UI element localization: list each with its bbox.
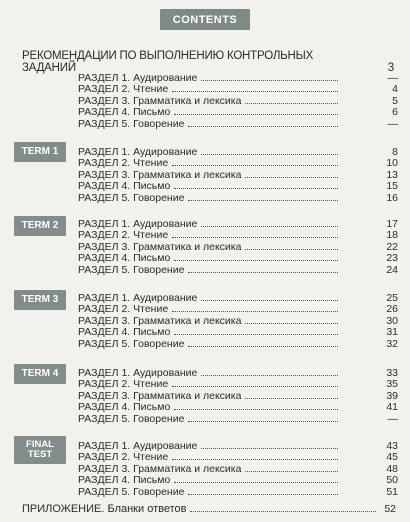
toc-row-page: 10: [386, 157, 398, 170]
toc-row[interactable]: [78, 157, 398, 170]
toc-row[interactable]: [78, 326, 398, 339]
toc-row-page: 4: [392, 83, 398, 96]
dot-leader: [245, 471, 338, 472]
toc-row[interactable]: [78, 389, 398, 402]
toc-row-text: РАЗДЕЛ 2. Чтение: [78, 157, 169, 170]
toc-row-text: РАЗДЕЛ 2. Чтение: [78, 229, 169, 242]
intro-page: 3: [387, 62, 394, 74]
toc-row-page: 30: [386, 314, 398, 327]
intro-entry[interactable]: [22, 50, 394, 74]
toc-row-text: РАЗДЕЛ 2. Чтение: [78, 83, 169, 96]
appendix-text: ПРИЛОЖЕНИЕ. Бланки ответов: [22, 503, 187, 515]
toc-row-page: 31: [386, 326, 398, 339]
dot-leader: [172, 311, 338, 312]
contents-header: [160, 9, 250, 30]
toc-row[interactable]: [78, 292, 398, 304]
toc-row-page: 13: [386, 168, 398, 181]
dot-leader: [245, 177, 338, 178]
dot-leader: [201, 375, 338, 376]
dot-leader: [174, 334, 338, 335]
toc-row-text: РАЗДЕЛ 4. Письмо: [78, 326, 171, 339]
toc-row-text: РАЗДЕЛ 3. Грамматика и лексика: [78, 240, 242, 253]
contents-title: CONTENTS: [172, 13, 238, 26]
section-tab-4: TERM 4: [14, 364, 66, 384]
toc-row-text: РАЗДЕЛ 1. Аудирование: [78, 218, 198, 230]
toc-row-text: РАЗДЕЛ 5. Говорение: [78, 485, 185, 498]
toc-row-page: 45: [386, 451, 398, 464]
appendix-page: 52: [384, 503, 396, 515]
toc-row-text: РАЗДЕЛ 2. Чтение: [78, 451, 169, 464]
dot-leader: [172, 165, 338, 166]
toc-row[interactable]: [78, 83, 398, 96]
toc-row[interactable]: [78, 240, 398, 253]
dot-leader: [188, 126, 338, 127]
dot-leader: [188, 494, 338, 495]
toc-row-page: 8: [392, 146, 398, 158]
toc-row-page: 43: [386, 440, 398, 452]
toc-row-text: РАЗДЕЛ 4. Письмо: [78, 252, 171, 265]
toc-row[interactable]: [78, 263, 398, 276]
toc-row-page: 32: [386, 337, 398, 350]
dot-leader: [172, 237, 338, 238]
toc-row[interactable]: [78, 168, 398, 181]
toc-row-text: РАЗДЕЛ 2. Чтение: [78, 303, 169, 316]
toc-row-page: 51: [386, 485, 398, 498]
toc-row-page: 16: [386, 191, 398, 204]
toc-row-page: 50: [386, 474, 398, 487]
toc-row-page: —: [387, 72, 398, 84]
toc-row[interactable]: [78, 337, 398, 350]
dot-leader: [188, 346, 338, 347]
toc-row[interactable]: [78, 378, 398, 391]
toc-row-page: 24: [386, 263, 398, 276]
dot-leader: [201, 226, 338, 227]
toc-row[interactable]: [78, 218, 398, 230]
section-tab-5: FINAL TEST: [14, 436, 66, 464]
toc-row[interactable]: [78, 106, 398, 119]
dot-leader: [172, 91, 338, 92]
toc-row[interactable]: [78, 146, 398, 158]
toc-row-text: РАЗДЕЛ 3. Грамматика и лексика: [78, 462, 242, 475]
toc-row-text: РАЗДЕЛ 4. Письмо: [78, 106, 171, 119]
toc-row-text: РАЗДЕЛ 1. Аудирование: [78, 367, 198, 379]
dot-leader: [245, 249, 338, 250]
dot-leader: [174, 409, 338, 410]
toc-row[interactable]: [78, 252, 398, 265]
toc-row-page: 35: [386, 378, 398, 391]
toc-row[interactable]: [78, 440, 398, 452]
toc-row-page: 26: [386, 303, 398, 316]
toc-row-text: РАЗДЕЛ 4. Письмо: [78, 474, 171, 487]
dot-leader: [190, 511, 376, 512]
dot-leader: [174, 188, 338, 189]
toc-row[interactable]: [78, 180, 398, 193]
toc-row[interactable]: [78, 485, 398, 498]
toc-row-text: РАЗДЕЛ 1. Аудирование: [78, 72, 198, 84]
toc-row-text: РАЗДЕЛ 5. Говорение: [78, 412, 185, 425]
toc-row-page: 25: [386, 292, 398, 304]
toc-row-text: РАЗДЕЛ 5. Говорение: [78, 337, 185, 350]
section-tab-3: TERM 3: [14, 290, 66, 310]
toc-row[interactable]: [78, 314, 398, 327]
dot-leader: [201, 300, 338, 301]
toc-row-page: 6: [392, 106, 398, 119]
toc-row-text: РАЗДЕЛ 1. Аудирование: [78, 292, 198, 304]
intro-text: РЕКОМЕНДАЦИИ ПО ВЫПОЛНЕНИЮ КОНТРОЛЬНЫХ ЗАДАНИЙ: [22, 50, 314, 74]
toc-row-page: 39: [386, 389, 398, 402]
toc-row-text: РАЗДЕЛ 5. Говорение: [78, 191, 185, 204]
toc-row-page: —: [387, 412, 398, 425]
toc-row[interactable]: [78, 451, 398, 464]
toc-row[interactable]: [78, 412, 398, 425]
toc-row[interactable]: [78, 229, 398, 242]
dot-leader: [201, 80, 338, 81]
toc-row[interactable]: [78, 72, 398, 84]
toc-row-text: РАЗДЕЛ 1. Аудирование: [78, 440, 198, 452]
dot-leader: [172, 386, 338, 387]
dot-leader: [174, 114, 338, 115]
toc-row[interactable]: [78, 367, 398, 379]
appendix-entry[interactable]: [22, 503, 396, 515]
dot-leader: [245, 323, 338, 324]
dot-leader: [188, 200, 338, 201]
dot-leader: [174, 482, 338, 483]
toc-row-text: РАЗДЕЛ 3. Грамматика и лексика: [78, 168, 242, 181]
toc-row-page: 5: [392, 94, 398, 107]
toc-row-text: РАЗДЕЛ 3. Грамматика и лексика: [78, 314, 242, 327]
toc-row-page: —: [387, 117, 398, 130]
toc-row-page: 41: [386, 401, 398, 414]
toc-row-page: 15: [386, 180, 398, 193]
toc-row[interactable]: [78, 191, 398, 204]
toc-row[interactable]: [78, 401, 398, 414]
toc-row-text: РАЗДЕЛ 1. Аудирование: [78, 146, 198, 158]
toc-row-text: РАЗДЕЛ 5. Говорение: [78, 263, 185, 276]
toc-row[interactable]: [78, 303, 398, 316]
toc-row-text: РАЗДЕЛ 4. Письмо: [78, 180, 171, 193]
dot-leader: [201, 154, 338, 155]
dot-leader: [245, 398, 338, 399]
dot-leader: [201, 448, 338, 449]
toc-row[interactable]: [78, 462, 398, 475]
dot-leader: [172, 459, 338, 460]
toc-row[interactable]: [78, 117, 398, 130]
dot-leader: [188, 421, 338, 422]
toc-row-page: 18: [386, 229, 398, 242]
toc-row-page: 22: [386, 240, 398, 253]
toc-row-text: РАЗДЕЛ 2. Чтение: [78, 378, 169, 391]
toc-row-page: 33: [386, 367, 398, 379]
toc-row[interactable]: [78, 474, 398, 487]
toc-row-page: 48: [386, 462, 398, 475]
toc-row-text: РАЗДЕЛ 5. Говорение: [78, 117, 185, 130]
section-tab-2: TERM 2: [14, 216, 66, 236]
dot-leader: [174, 260, 338, 261]
dot-leader: [245, 103, 338, 104]
section-tab-1: TERM 1: [14, 142, 66, 162]
toc-row[interactable]: [78, 94, 398, 107]
toc-row-text: РАЗДЕЛ 3. Грамматика и лексика: [78, 389, 242, 402]
dot-leader: [188, 272, 338, 273]
toc-row-text: РАЗДЕЛ 3. Грамматика и лексика: [78, 94, 242, 107]
toc-row-page: 17: [386, 218, 398, 230]
toc-row-page: 23: [386, 252, 398, 265]
toc-row-text: РАЗДЕЛ 4. Письмо: [78, 401, 171, 414]
